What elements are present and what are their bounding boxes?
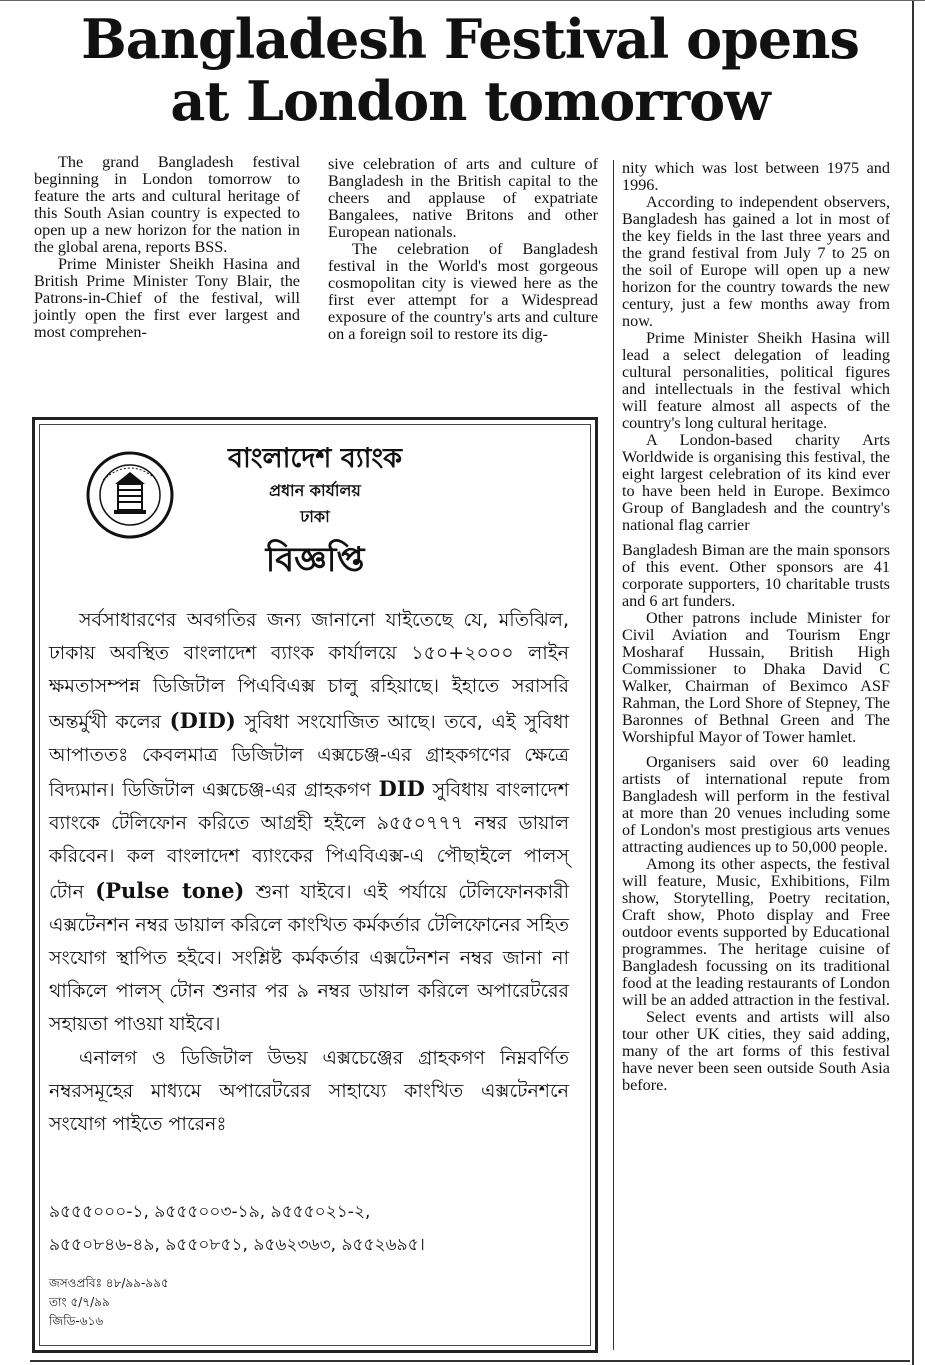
headline-line-2: at London tomorrow xyxy=(170,69,770,133)
notice-text: সুবিধা সংযোজিত আছে। তবে, এই সুবিধা আপাততঃ কেবলমাত্র ডিজিটাল এক্সচেঞ্জ-এর গ্রাহকগণের ক্ষেত্রে বিদ্যমান। ডিজিটাল এক্সচেঞ্জ-এর গ্রাহকগণ xyxy=(49,710,570,802)
headline-line-1: Bangladesh Festival opens xyxy=(81,7,859,71)
advert-references xyxy=(49,1274,349,1331)
notice-title: বিজ্ঞপ্তি xyxy=(265,540,365,580)
reference-line: তাং ৫/৭/৯৯ xyxy=(49,1295,110,1309)
column-rule-right xyxy=(613,160,614,1350)
article-paragraph: The grand Bangladesh festival beginning in London tomorrow to feature the arts and cultural heritage of this South Asian country is expected to open up a new horizon for the nation in the global arena, reports BSS. xyxy=(34,153,300,256)
notice-text: শুনা যাইবে। এই পর্যায়ে টেলিফোনকারী এক্সটেনশন নম্বর ডায়াল করিলে কাংখিত কর্মকর্তার টেলিফোনের সহিত সংযোগ স্থাপিত হইবে। সংশ্লিষ্ট কর্মকর্তার এক্সটেনশন নম্বর জানা না থাকিলে পালস্ টোন শুনার পর ৯ নম্বর ডায়াল করিলে অপারেটরের সহায়তা পাওয়া যাইবে। xyxy=(49,880,569,1036)
pulse-tone-label: (Pulse tone) xyxy=(95,877,245,903)
head-office-label: প্রধান কার্যালয় xyxy=(269,481,361,500)
bank-name: বাংলাদেশ ব্যাংক xyxy=(227,443,403,474)
article-paragraph: Other patrons include Minister for Civil Aviation and Tourism Engr Mosharaf Hussain, British High Commissioner to Dhaka David C Walker, Chairman of Beximco ASF Rahman, the Lord Shore of Stepney, The Baronnes of Bethnal Green and The Worshipful Mayor of Tower hamlet. xyxy=(622,609,890,746)
article-paragraph: A London-based charity Arts Worldwide is organising this festival, the eight largest celebration of its kind ever to have been held in Europe. Beximco Group of Bangladesh and the country's national flag carrier xyxy=(622,431,890,534)
article-paragraph: According to independent observers, Bangladesh has gained a lot in most of the key fields in the last three years and the grand festival from July 7 to 25 on the soil of Europe will open up a new horizon for the country towards the new century, just a few months away from now. xyxy=(622,193,890,330)
operator-numbers xyxy=(49,1196,569,1262)
article-headline xyxy=(30,8,910,132)
notice-body xyxy=(49,604,569,1141)
article-paragraph: Select events and artists will also tour other UK cities, they said adding, many of the art forms of this festival have never been seen outside South Asia before. xyxy=(622,1008,890,1094)
article-paragraph: Prime Minister Sheikh Hasina and British Prime Minister Tony Blair, the Patrons-in-Chief of the festival, will jointly open the first ever largest and most comprehen- xyxy=(34,255,300,341)
article-column-2 xyxy=(328,156,598,343)
reference-line: জসওপ্রবিঃ ৪৮/৯৯-৯৯৫ xyxy=(49,1276,169,1290)
article-column-1 xyxy=(34,154,300,341)
bank-notice-advert xyxy=(32,417,598,1353)
page-edge-bottom xyxy=(30,1360,910,1362)
page-edge-top xyxy=(0,0,925,1)
reference-line: জিডি-৬১৬ xyxy=(49,1314,104,1328)
numbers-line: ৯৫৫০৮৪৬-৪৯, ৯৫৫০৮৫১, ৯৫৬২৩৬৩, ৯৫৫২৬৯৫। xyxy=(49,1235,425,1255)
city-label: ঢাকা xyxy=(300,507,330,526)
article-paragraph: sive celebration of arts and culture of Bangladesh in the British capital to the cheers and applause of expatriate Bangalees, native Britons and other European nationals. xyxy=(328,155,598,241)
bangladesh-bank-emblem-icon xyxy=(85,450,175,540)
article-paragraph: Among its other aspects, the festival will feature, Music, Exhibitions, Film show, Storytelling, Poetry recitation, Craft show, Photo display and Free outdoor events supported by Educational programmes. The heritage cuisine of Bangladesh focussing on its traditional food at the leading restaurants of London will be an added attraction in the festival. xyxy=(622,855,890,1009)
article-paragraph: Organisers said over 60 leading artists of international repute from Bangladesh will perform in the festival at more than 20 venues including some of London's most prestigious arts venues attracting audiences up to 50,000 people. xyxy=(622,753,890,856)
article-paragraph: Prime Minister Sheikh Hasina will lead a select delegation of leading cultural personalities, political figures and intellectuals in the festival which will feature almost all aspects of the country's long cultural heritage. xyxy=(622,329,890,432)
notice-text: সর্বসাধারণের অবগতির জন্য জানানো যাইতেছে যে, মতিঝিল, ঢাকায় অবস্থিত বাংলাদেশ ব্যাংক কার্যালয়ে ১৫০+২০০০ লাইন ক্ষমতাসম্পন্ন ডিজিটাল পিএবিএক্স চালু রহিয়াছে। ইহাতে সরাসরি অন্তর্মুখী কলের xyxy=(49,609,569,733)
notice-paragraph-2: এনালগ ও ডিজিটাল উভয় এক্সচেঞ্জের গ্রাহকগণ নিম্নবর্ণিত নম্বরসমূহের মাধ্যমে অপারেটরের সাহায্যে কাংখিত এক্সটেনশনে সংযোগ পাইতে পারেনঃ xyxy=(49,1046,569,1136)
notice-paragraph-1 xyxy=(49,604,569,1042)
article-paragraph: Bangladesh Biman are the main sponsors of this event. Other sponsors are 41 corporate supporters, 10 charitable trusts and 6 art funders. xyxy=(622,541,890,610)
page-edge-right xyxy=(912,0,914,1365)
article-column-3 xyxy=(622,160,890,1094)
numbers-line: ৯৫৫৫০০০-১, ৯৫৫৫০০৩-১৯, ৯৫৫৫০২১-২, xyxy=(49,1202,371,1222)
did-label: DID xyxy=(378,776,425,802)
did-label: (DID) xyxy=(169,707,236,733)
article-paragraph: The celebration of Bangladesh festival in the World's most gorgeous cosmopolitan city is viewed here as the first ever attempt for a Widespread exposure of the country's arts and culture on a foreign soil to restore its dig- xyxy=(328,240,598,343)
article-paragraph: nity which was lost between 1975 and 1996. xyxy=(622,159,890,194)
notice-text: সুবিধায় বাংলাদেশ ব্যাংকে টেলিফোন করিতে আগ্রহী হইলে ৯৫৫০৭৭৭ নম্বর ডায়াল করিবেন। কল বাংলাদেশ ব্যাংকের পিএবিএক্স-এ পৌছাইলে পালস্ টোন xyxy=(49,779,569,903)
